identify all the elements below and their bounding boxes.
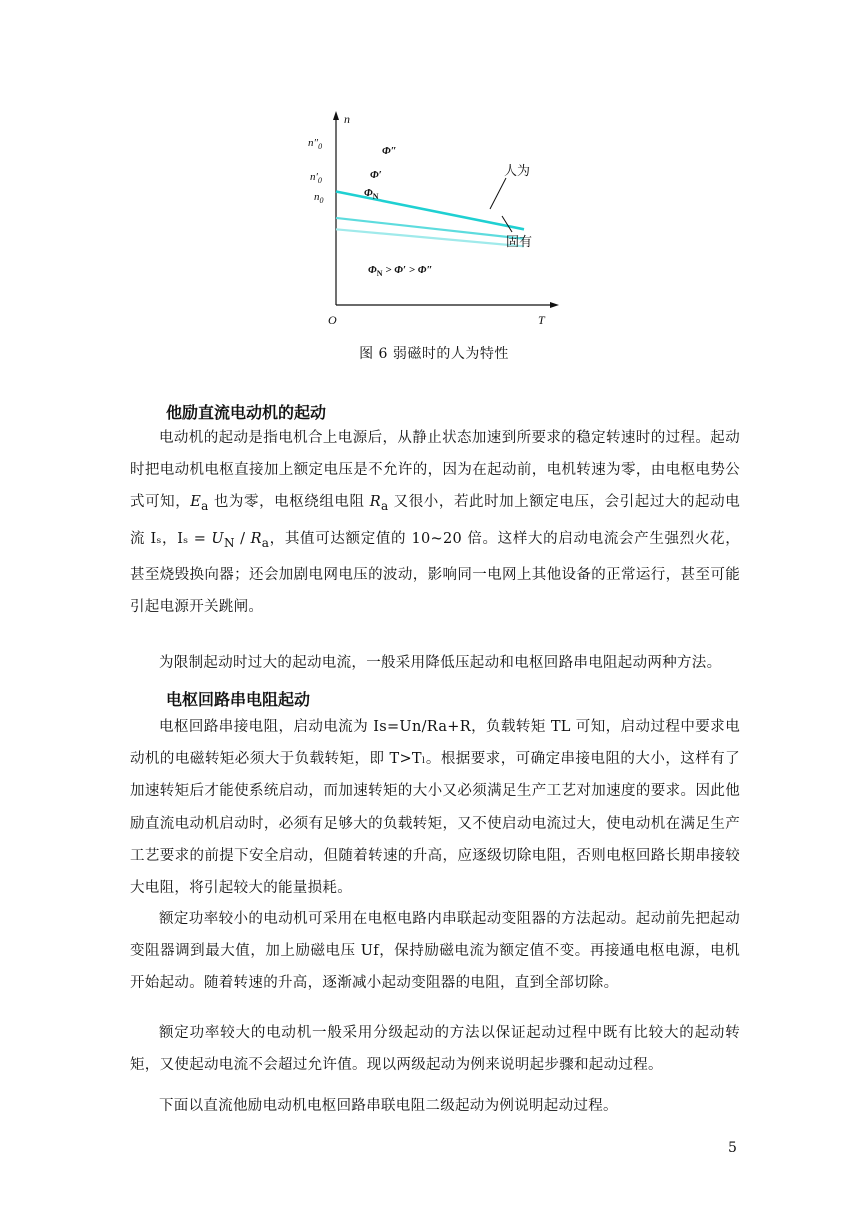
paragraph-example: 下面以直流他励电动机电枢回路串联电阻二级起动为例说明起动过程。 <box>159 1098 618 1114</box>
label-artificial: 人为 <box>504 163 531 178</box>
x-axis-arrow <box>550 302 559 308</box>
tick-n0-double-prime: $n''_0$ <box>308 137 323 151</box>
label-phi-prime: Φ′ <box>370 169 382 181</box>
label-phi-n: $\Phi_N$ <box>364 187 379 201</box>
label-natural: 固有 <box>506 234 533 249</box>
paragraph-methods: 为限制起动时过大的起动电流，一般采用降低压起动和电枢回路串电阻起动两种方法。 <box>159 655 722 671</box>
speed-torque-chart <box>300 108 570 328</box>
page-number: 5 <box>728 1140 737 1156</box>
tick-n0: $n_0$ <box>314 191 324 205</box>
flux-relation: $\Phi_N > \Phi' > \Phi''$ <box>368 264 433 278</box>
line-phi-prime <box>336 218 524 239</box>
origin-label: O <box>328 313 337 327</box>
x-axis-label: T <box>538 313 545 327</box>
section-heading-starting: 他励直流电动机的起动 <box>166 403 327 422</box>
section-heading-resistor-start: 电枢回路串电阻起动 <box>166 690 311 709</box>
paragraph-starting-intro: 电动机的起动是指电机合上电源后，从静止状态加速到所要求的稳定转速时的过程。起动时把电动机电枢直接加上额定电压是不允许的，因为在起动前，电机转速为零，由电枢电势公式可知，$E_a$ 也为零，电枢绕组电阻 $R_a$ 又很小，若此时加上额定电压，会引起过大的起动电流 Iₛ，$I_s = U_N / R_a$，其值可达额定值的 10~20 倍。这样大的启动电流会产生强烈火花，甚至烧毁换向器；还会加剧电网电压的波动，影响同一电网上其他设备的正常运行，甚至可能引起电源开关跳闸。 <box>130 430 740 615</box>
callout-artificial <box>490 178 506 209</box>
line-phi-n <box>336 229 524 246</box>
label-phi-double-prime: Φ″ <box>382 145 397 157</box>
tick-n0-prime: $n'_0$ <box>310 171 322 185</box>
y-axis-label: n <box>344 112 350 126</box>
speed-torque-figure <box>300 108 570 328</box>
y-axis-arrow <box>333 111 339 120</box>
paragraph-large-motor: 额定功率较大的电动机一般采用分级起动的方法以保证起动过程中既有比较大的起动转矩，又使起动电流不会超过允许值。现以两级起动为例来说明起步骤和起动过程。 <box>130 1025 740 1074</box>
paragraph-small-motor: 额定功率较小的电动机可采用在电枢电路内串联起动变阻器的方法起动。起动前先把起动变阻器调到最大值，加上励磁电压 Uf，保持励磁电流为额定值不变。再接通电枢电源，电机开始起动。随着转速的升高，逐渐减小起动变阻器的电阻，直到全部切除。 <box>130 911 740 992</box>
paragraph-resistor-start: 电枢回路串接电阻，启动电流为 Is=Un/Ra+R，负载转矩 TL 可知，启动过程中要求电动机的电磁转矩必须大于负载转矩，即 T>Tₗ。根据要求，可确定串接电阻的大小，这样有了加速转矩后才能使系统启动，而加速转矩的大小又必须满足生产工艺对加速度的要求。因此他励直流电动机启动时，必须有足够大的负载转矩，又不使启动电流过大，使电动机在满足生产工艺要求的前提下安全启动，但随着转速的升高，应逐级切除电阻，否则电枢回路长期串接较大电阻，将引起较大的能量损耗。 <box>130 719 740 897</box>
figure-caption: 图 6 弱磁时的人为特性 <box>359 346 509 362</box>
